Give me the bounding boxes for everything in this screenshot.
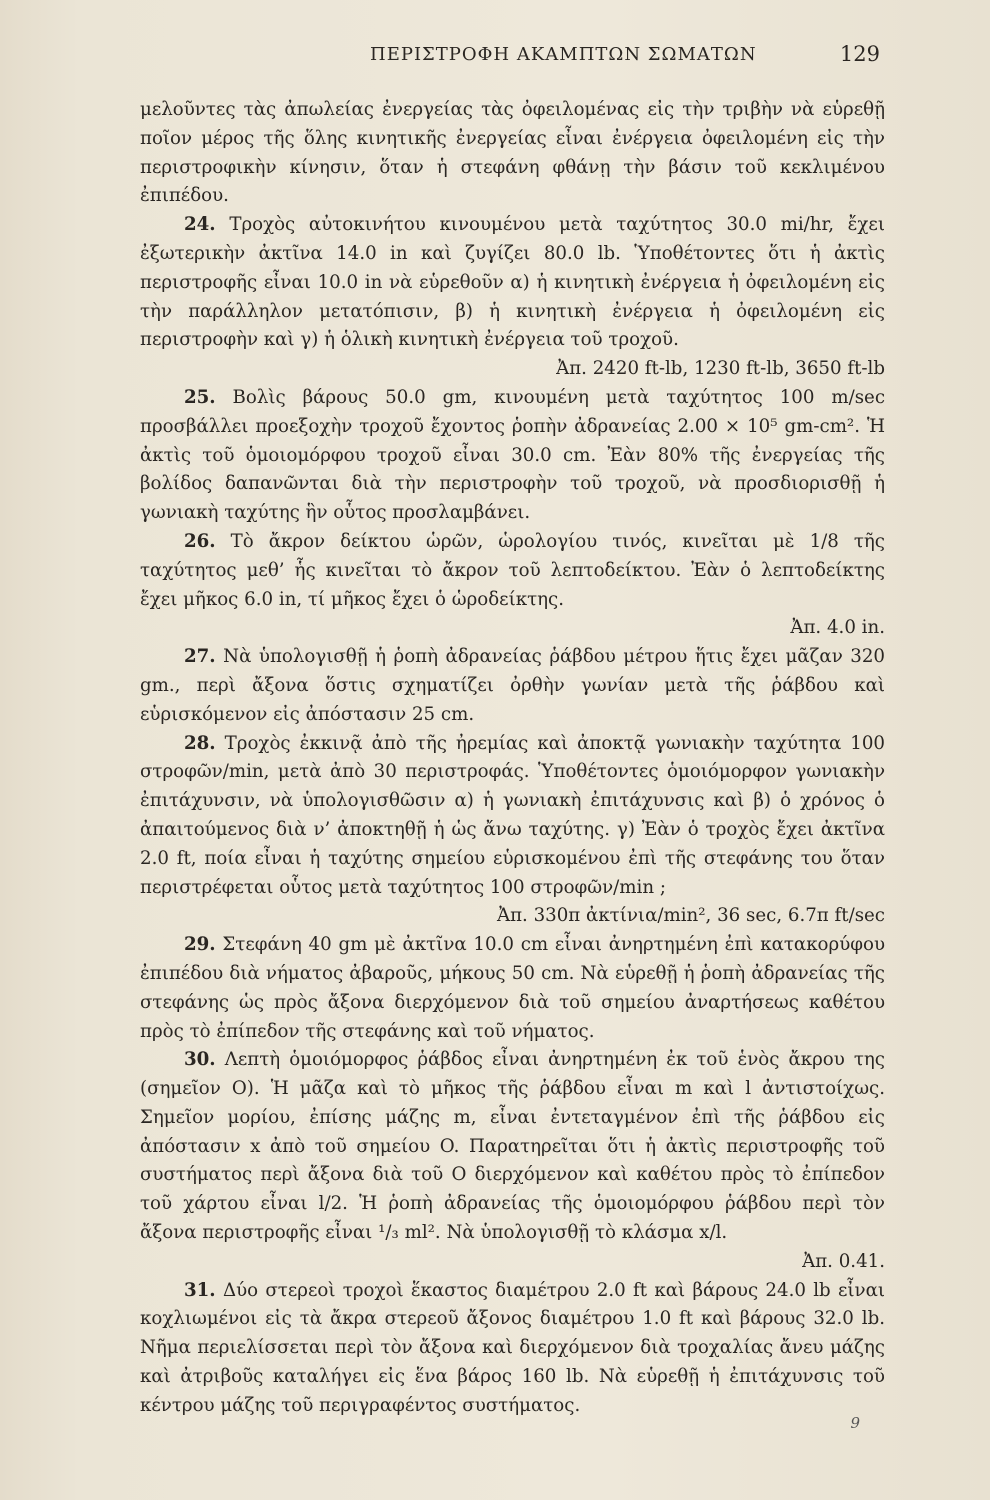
problem-text: Νὰ ὑπολογισθῇ ἡ ῥοπὴ ἀδρανείας ῥάβδου μέτρου ἥτις ἔχει μᾶζαν 320 gm., περὶ ἄξονα ὅστις σχηματίζει ὀρθὴν γωνίαν μετὰ τῆς ῥάβδου καὶ εὑρισκόμενον εἰς ἀπόστασιν 25 cm. bbox=[140, 646, 885, 725]
problem-text: Τροχὸς αὐτοκινήτου κινουμένου μετὰ ταχύτητος 30.0 mi/hr, ἔχει ἐξωτερικὴν ἀκτῖνα 14.0 in καὶ ζυγίζει 80.0 lb. Ὑποθέτοντες ὅτι ἡ ἀκτὶς περιστροφῆς εἶναι 10.0 in νὰ εὑρεθοῦν α) ἡ κινητικὴ ἐνέργεια ἡ ὀφειλομένη εἰς τὴν παράλληλον μετατόπισιν, β) ἡ κινητικὴ ἐνέργεια ἡ ὀφειλομένη εἰς περιστροφὴν καὶ γ) ἡ ὁλικὴ κινητικὴ ἐνέργεια τοῦ τροχοῦ. bbox=[140, 214, 885, 351]
problem-text: Δύο στερεοὶ τροχοὶ ἕκαστος διαμέτρου 2.0 ft καὶ βάρους 24.0 lb εἶναι κοχλιωμένοι εἰς τὰ ἄκρα στερεοῦ ἄξονος διαμέτρου 1.0 ft καὶ βάρους 32.0 lb. Νῆμα περιελίσσεται περὶ τὸν ἄξονα καὶ διερχόμενον διὰ τροχαλίας ἄνευ μάζης καὶ ἀτριβοῦς καταλήγει εἰς ἕνα βάρος 160 lb. Νὰ εὑρεθῇ ἡ ἐπιτάχυνσις τοῦ κέντρου μάζης τοῦ περιγραφέντος συστήματος. bbox=[140, 1279, 885, 1416]
problem-29 bbox=[140, 931, 885, 1046]
problem-number: 29. bbox=[184, 934, 216, 956]
signature-mark: 9 bbox=[850, 1414, 860, 1432]
problem-number: 27. bbox=[184, 646, 216, 668]
page-header bbox=[150, 40, 880, 74]
problem-number: 28. bbox=[184, 732, 216, 754]
page-body bbox=[140, 96, 885, 1421]
problem-text: Βολὶς βάρους 50.0 gm, κινουμένη μετὰ ταχύτητος 100 m/sec προσβάλλει προεξοχὴν τροχοῦ ἔχοντος ῥοπὴν ἀδρανείας 2.00 × 10⁵ gm-cm². Ἡ ἀκτὶς τοῦ ὁμοιομόρφου τροχοῦ εἶναι 30.0 cm. Ἐὰν 80% τῆς ἐνεργείας τῆς βολίδος δαπανῶνται διὰ τὴν περιστροφὴν τοῦ τροχοῦ, νὰ προσδιορισθῇ ἡ γωνιακὴ ταχύτης ἣν οὗτος προσλαμβάνει. bbox=[140, 386, 885, 524]
problem-number: 31. bbox=[184, 1279, 216, 1301]
running-head: ΠΕΡΙΣΤΡΟΦΗ ΑΚΑΜΠΤΩΝ ΣΩΜΑΤΩΝ bbox=[370, 44, 757, 65]
problem-number: 30. bbox=[184, 1049, 216, 1071]
problem-28 bbox=[140, 730, 885, 903]
problem-26 bbox=[140, 528, 885, 614]
paragraph-continuation bbox=[140, 96, 885, 211]
answer-24: Ἀπ. 2420 ft-lb, 1230 ft-lb, 3650 ft-lb bbox=[556, 358, 885, 380]
page-number: 129 bbox=[839, 42, 880, 66]
problem-30 bbox=[140, 1046, 885, 1248]
problem-number: 26. bbox=[184, 530, 216, 552]
answer-30: Ἀπ. 0.41. bbox=[802, 1250, 885, 1272]
problem-text: Τροχὸς ἐκκινᾷ ἀπὸ τῆς ἠρεμίας καὶ ἀποκτᾷ γωνιακὴν ταχύτητα 100 στροφῶν/min, μετὰ ἀπὸ 30 περιστροφάς. Ὑποθέτοντες ὁμοιόμορφον γωνιακὴν ἐπιτάχυνσιν, νὰ ὑπολογισθῶσιν α) ἡ γωνιακὴ ἐπιτάχυνσις καὶ β) ὁ χρόνος ὁ ἀπαιτούμενος διὰ ν’ ἀποκτηθῇ ἡ ὡς ἄνω ταχύτης. γ) Ἐὰν ὁ τροχὸς ἔχει ἀκτῖνα 2.0 ft, ποία εἶναι ἡ ταχύτης σημείου εὑρισκομένου ἐπὶ τῆς στεφάνης του ὅταν περιστρέφεται οὗτος μετὰ ταχύτητος 100 στροφῶν/min ; bbox=[140, 732, 885, 898]
problem-text: Τὸ ἄκρον δείκτου ὡρῶν, ὡρολογίου τινός, κινεῖται μὲ 1/8 τῆς ταχύτητος μεθ’ ἧς κινεῖται τὸ ἄκρον τοῦ λεπτοδείκτου. Ἐὰν ὁ λεπτοδείκτης ἔχει μῆκος 6.0 in, τί μῆκος ἔχει ὁ ὡροδείκτης. bbox=[140, 530, 885, 610]
problem-27 bbox=[140, 643, 885, 729]
answer-28: Ἀπ. 330π ἀκτίνια/min², 36 sec, 6.7π ft/sec bbox=[496, 905, 885, 927]
problem-25 bbox=[140, 384, 885, 528]
problem-24 bbox=[140, 211, 885, 355]
paragraph-text: μελοῦντες τὰς ἀπωλείας ἐνεργείας τὰς ὀφειλομένας εἰς τὴν τριβὴν νὰ εὑρεθῇ ποῖον μέρος τῆς ὅλης κινητικῆς ἐνεργείας εἶναι ἐνέργεια ὀφειλομένη εἰς τὴν περιστροφικὴν κίνησιν, ὅταν ἡ στεφάνη φθάνῃ τὴν βάσιν τοῦ κεκλιμένου ἐπιπέδου. bbox=[140, 99, 885, 207]
problem-number: 24. bbox=[184, 214, 216, 236]
answer-26: Ἀπ. 4.0 in. bbox=[790, 617, 885, 639]
problem-text: Στεφάνη 40 gm μὲ ἀκτῖνα 10.0 cm εἶναι ἀνηρτημένη ἐπὶ κατακορύφου ἐπιπέδου διὰ νήματος ἀβαροῦς, μήκους 50 cm. Νὰ εὑρεθῇ ἡ ῥοπὴ ἀδρανείας τῆς στεφάνης ὡς πρὸς ἄξονα διερχόμενον διὰ τοῦ σημείου ἀναρτήσεως καθέτου πρὸς τὸ ἐπίπεδον τῆς στεφάνης καὶ τοῦ νήματος. bbox=[140, 934, 885, 1042]
problem-text: Λεπτὴ ὁμοιόμορφος ῥάβδος εἶναι ἀνηρτημένη ἐκ τοῦ ἑνὸς ἄκρου της (σημεῖον O). Ἡ μᾶζα καὶ τὸ μῆκος τῆς ῥάβδου εἶναι m καὶ l ἀντιστοίχως. Σημεῖον μορίου, ἐπίσης μάζης m, εἶναι ἐντεταγμένον ἐπὶ τῆς ῥάβδου εἰς ἀπόστασιν x ἀπὸ τοῦ σημείου O. Παρατηρεῖται ὅτι ἡ ἀκτὶς περιστροφῆς τοῦ συστήματος περὶ ἄξονα διὰ τοῦ O διερχόμενον καὶ καθέτου πρὸς τὸ ἐπίπεδον τοῦ χάρτου εἶναι l/2. Ἡ ῥοπὴ ἀδρανείας τῆς ὁμοιομόρφου ῥάβδου περὶ τὸν ἄξονα περιστροφῆς εἶναι ¹/₃ ml². Νὰ ὑπολογισθῇ τὸ κλάσμα x/l. bbox=[140, 1049, 885, 1244]
problem-31 bbox=[140, 1277, 885, 1421]
problem-number: 25. bbox=[184, 386, 216, 408]
